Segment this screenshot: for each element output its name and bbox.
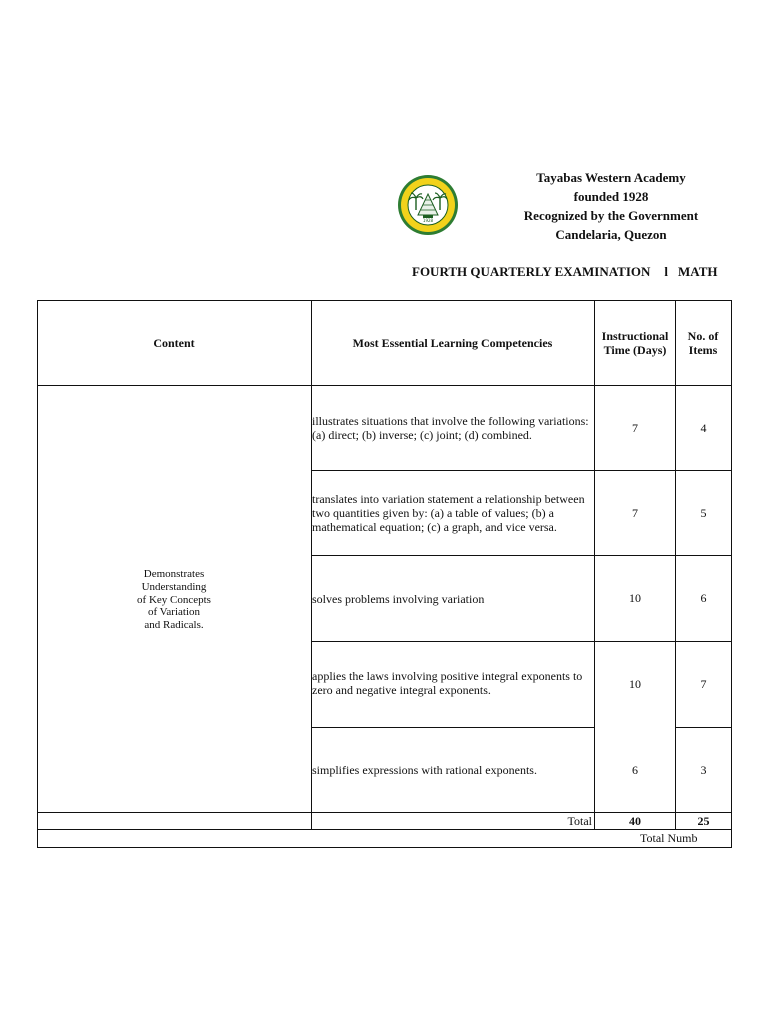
- column-divider: [731, 300, 732, 848]
- days-cell: 7: [632, 420, 638, 435]
- total-items: 25: [697, 813, 710, 828]
- header-competencies: Most Essential Learning Competencies: [352, 335, 553, 350]
- items-cell: 7: [700, 677, 707, 691]
- total-bottom-divider: [37, 829, 732, 830]
- total-number-label: Total Numb: [640, 831, 698, 845]
- competency-cell: [312, 556, 593, 641]
- exam-subject: MATH: [678, 264, 718, 279]
- school-location: Candelaria, Quezon: [555, 227, 667, 242]
- content-description: Demonstrates Understanding of Key Concepts of Variation and Radicals.: [137, 568, 211, 632]
- competency-text: simplifies expressions with rational exponents.: [312, 763, 537, 777]
- total-days: 40: [629, 813, 641, 828]
- items-cell: 4: [700, 420, 707, 435]
- days-cell: 6: [632, 762, 638, 777]
- header-no-of-items: No. of Items: [687, 328, 719, 357]
- items-cell: 6: [700, 591, 707, 605]
- school-founded: founded 1928: [573, 189, 649, 204]
- competency-text: translates into variation statement a relationship between two quantities given by: (a) a table of values; (b) a mathematical equation; (c) a graph, and vice versa.: [312, 492, 585, 534]
- total-label: Total: [567, 813, 592, 828]
- header-content: Content: [153, 335, 195, 350]
- header-instructional-time: Instructional Time (Days): [601, 328, 669, 357]
- school-name: Tayabas Western Academy: [536, 170, 686, 185]
- competency-text: applies the laws involving positive integral exponents to zero and negative integral exponents.: [312, 669, 583, 697]
- competency-cell: [312, 642, 593, 727]
- seal-year: 1928: [422, 218, 434, 223]
- competency-text: illustrates situations that involve the following variations: (a) direct; (b) inverse; (c) joint; (d) combined.: [312, 414, 589, 442]
- items-cell: 3: [700, 762, 707, 777]
- competency-cell: [312, 471, 593, 555]
- competency-text: solves problems involving variation: [312, 591, 485, 606]
- competency-cell: [312, 728, 593, 812]
- days-cell: 10: [629, 591, 641, 605]
- exam-title-separator: l: [664, 264, 669, 279]
- exam-title-text: FOURTH QUARTERLY EXAMINATION: [412, 264, 651, 279]
- items-cell: 5: [700, 505, 707, 520]
- days-cell: 10: [629, 677, 641, 691]
- competency-cell: [312, 386, 593, 470]
- days-cell: 7: [632, 505, 638, 520]
- school-recognition: Recognized by the Government: [523, 208, 699, 223]
